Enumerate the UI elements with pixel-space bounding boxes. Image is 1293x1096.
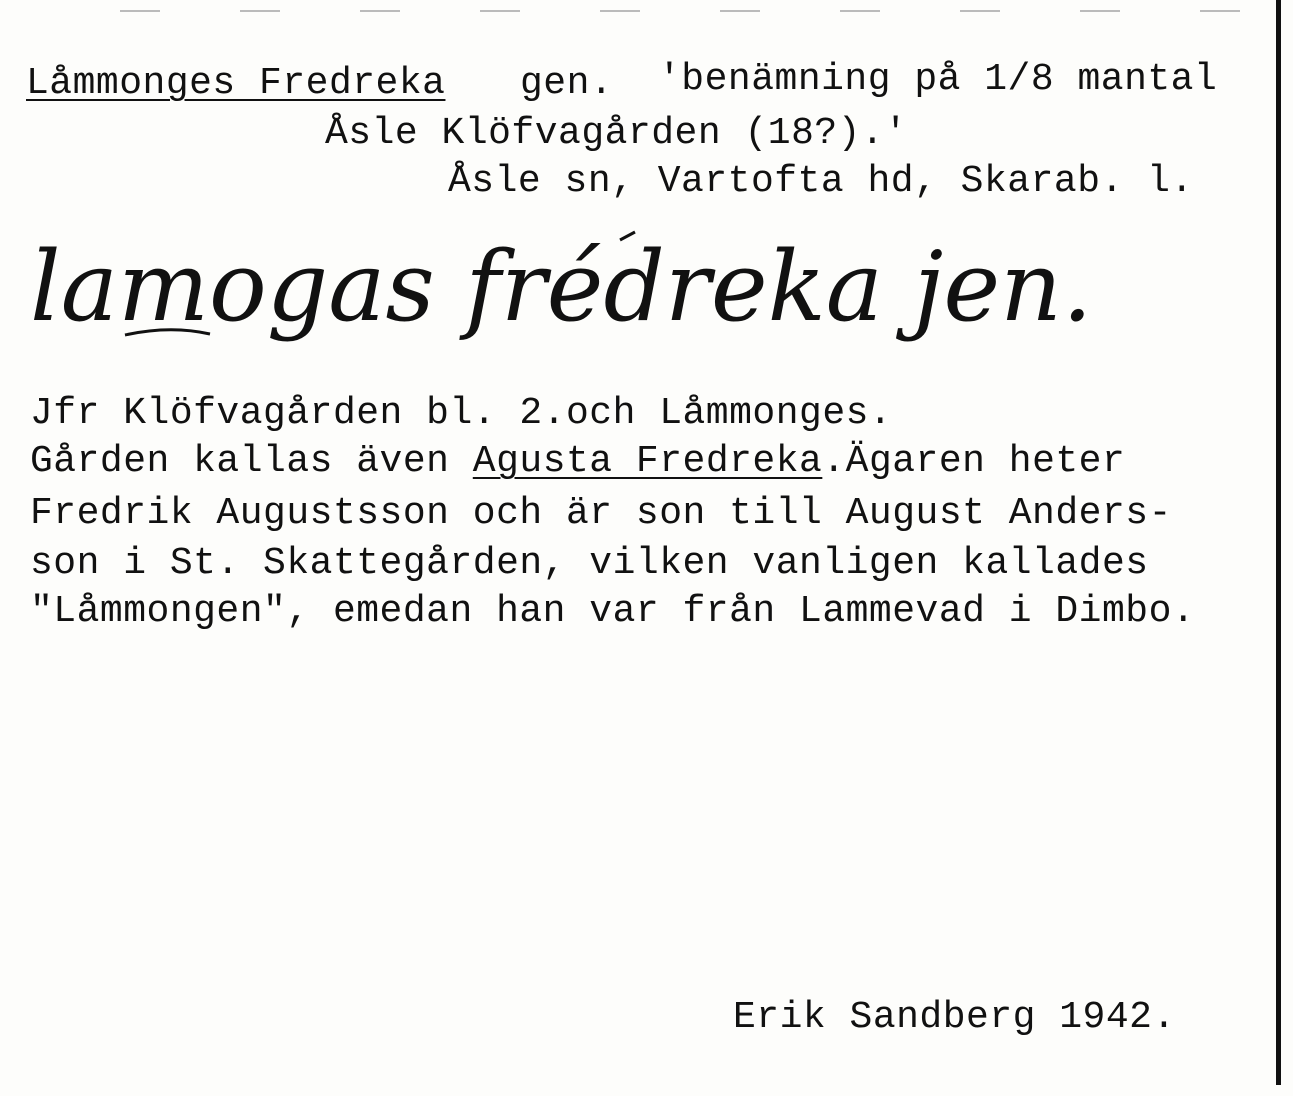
body-line-3: Fredrik Augustsson och är son till August Anders- — [30, 492, 1172, 535]
handwritten-pronunciation — [20, 230, 1150, 360]
body-line-2-start: Gården kallas även — [30, 440, 473, 483]
body-line-5: "Låmmongen", emedan han var från Lammevad i Dimbo. — [30, 590, 1196, 633]
entry-note: 'benämning på 1/8 mantal — [658, 58, 1218, 101]
alt-name: Agusta Fredreka — [472, 440, 823, 483]
entry-farm: Åsle Klöfvagården (18?).' — [325, 112, 908, 155]
entry-case: gen. — [520, 62, 614, 105]
body-line-2-end: .Ägaren heter — [822, 440, 1126, 483]
body-line-2 — [30, 440, 1125, 484]
card-top-edge — [120, 10, 1270, 12]
entry-name: Låmmonges Fredreka — [26, 62, 446, 105]
card-right-edge — [1276, 0, 1281, 1085]
handwritten-text: lamogas frédreka jen. — [30, 231, 1093, 343]
body-line-4: son i St. Skattegården, vilken vanligen kallades — [30, 542, 1149, 585]
body-line-1: Jfr Klöfvagården bl. 2.och Låmmonges. — [30, 392, 893, 435]
signature: Erik Sandberg 1942. — [733, 996, 1176, 1039]
entry-location: Åsle sn, Vartofta hd, Skarab. l. — [448, 160, 1194, 203]
